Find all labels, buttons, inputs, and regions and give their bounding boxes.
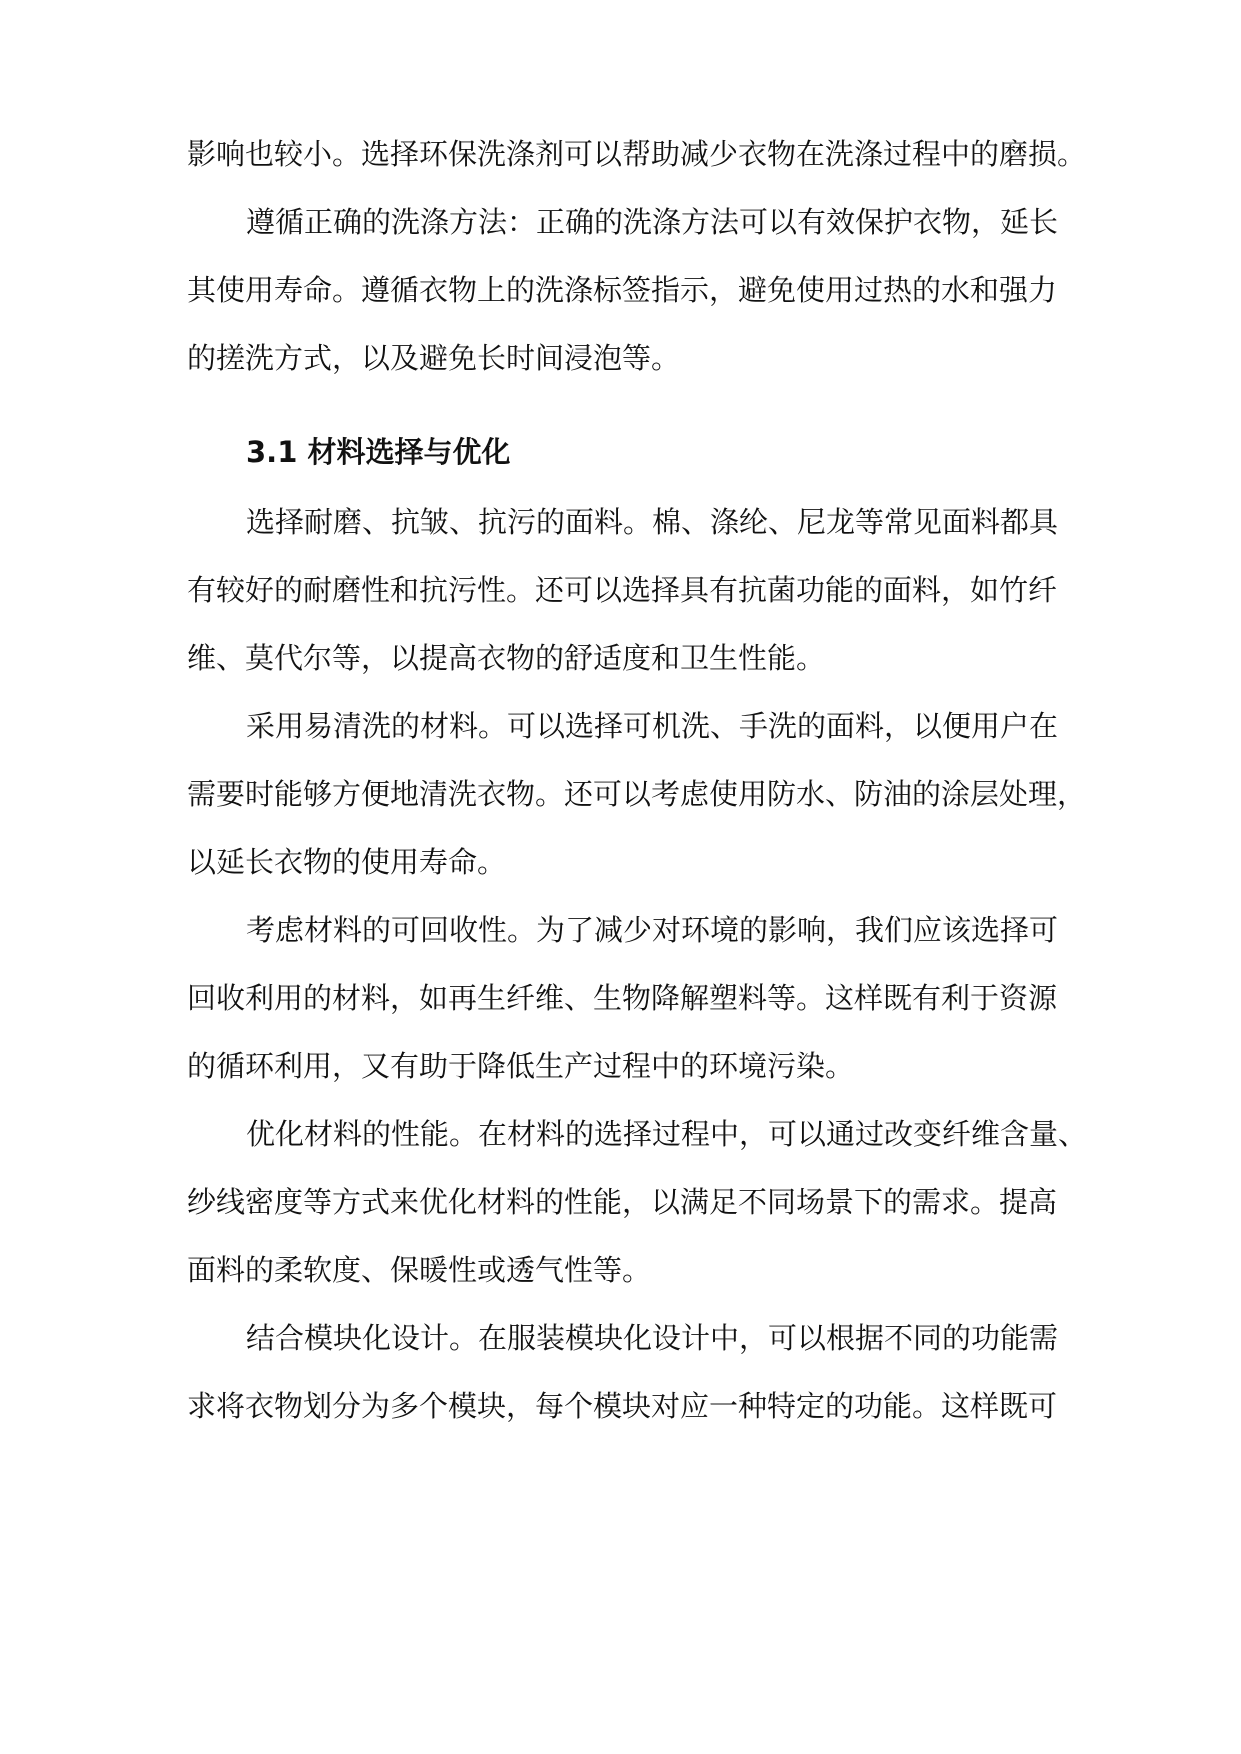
paragraph-line: 的搓洗方式，以及避免长时间浸泡等。 (187, 341, 681, 375)
paragraph-line: 考虑材料的可回收性。为了减少对环境的影响，我们应该选择可 (246, 913, 1059, 947)
paragraph-line: 遵循正确的洗涤方法：正确的洗涤方法可以有效保护衣物，延长 (246, 205, 1059, 239)
paragraph-line: 结合模块化设计。在服装模块化设计中，可以根据不同的功能需 (246, 1321, 1059, 1355)
paragraph-line: 有较好的耐磨性和抗污性。还可以选择具有抗菌功能的面料，如竹纤 (187, 573, 1058, 607)
section-heading: 3.1 材料选择与优化 (246, 435, 511, 469)
paragraph-line: 维、莫代尔等，以提高衣物的舒适度和卫生性能。 (187, 641, 826, 675)
paragraph-line: 回收利用的材料，如再生纤维、生物降解塑料等。这样既有利于资源 (187, 981, 1058, 1015)
paragraph-line: 采用易清洗的材料。可以选择可机洗、手洗的面料，以便用户在 (246, 709, 1059, 743)
paragraph-line: 的循环利用，又有助于降低生产过程中的环境污染。 (187, 1049, 855, 1083)
paragraph-line: 面料的柔软度、保暖性或透气性等。 (187, 1253, 652, 1287)
paragraph-line: 纱线密度等方式来优化材料的性能，以满足不同场景下的需求。提高 (187, 1185, 1058, 1219)
paragraph-line: 需要时能够方便地清洗衣物。还可以考虑使用防水、防油的涂层处理， (187, 777, 1087, 811)
paragraph-line: 优化材料的性能。在材料的选择过程中，可以通过改变纤维含量、 (246, 1117, 1088, 1151)
paragraph-line: 其使用寿命。遵循衣物上的洗涤标签指示，避免使用过热的水和强力 (187, 273, 1058, 307)
paragraph-line: 选择耐磨、抗皱、抗污的面料。棉、涤纶、尼龙等常见面料都具 (246, 505, 1059, 539)
paragraph-line: 影响也较小。选择环保洗涤剂可以帮助减少衣物在洗涤过程中的磨损。 (187, 137, 1087, 171)
paragraph-line: 以延长衣物的使用寿命。 (187, 845, 507, 879)
paragraph-line: 求将衣物划分为多个模块，每个模块对应一种特定的功能。这样既可 (187, 1389, 1058, 1423)
